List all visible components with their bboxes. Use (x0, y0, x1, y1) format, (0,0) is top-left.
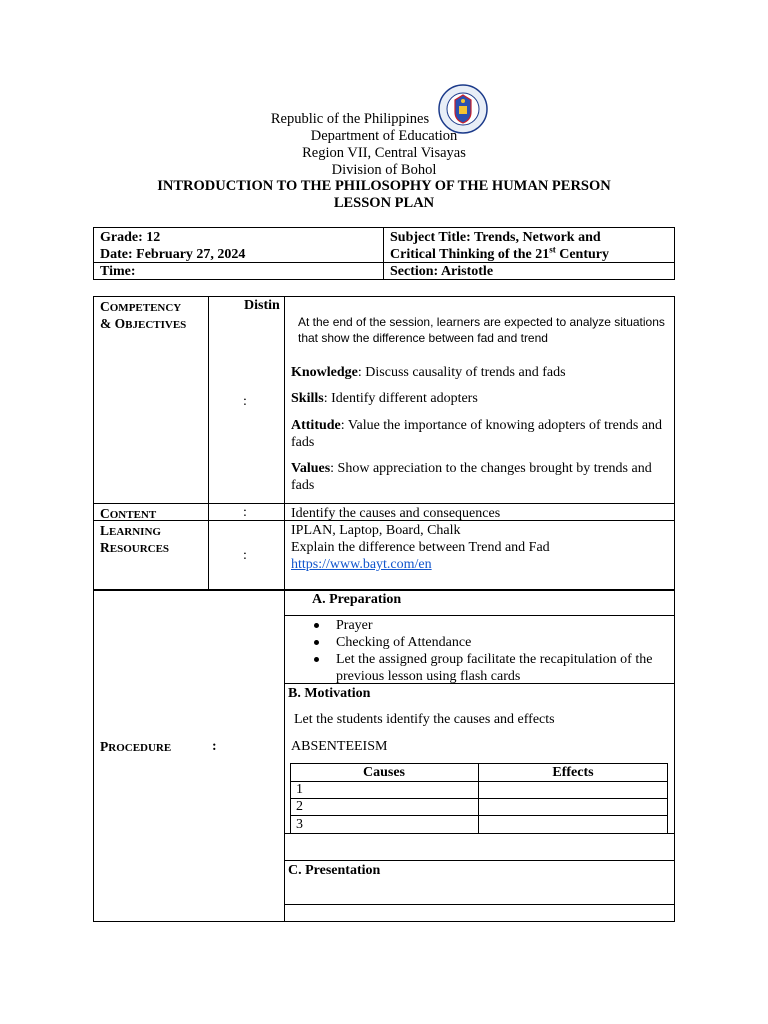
document-title: INTRODUCTION TO THE PHILOSOPHY OF THE HUMAN PERSON (157, 178, 611, 194)
resources-colon: : (243, 548, 247, 563)
competency-intro: At the end of the session, learners are expected to analyze situations that show the difference between fad and trend (298, 315, 665, 345)
section-field: Section: Aristotle (390, 264, 494, 279)
resources-line2: Explain the difference between Trend and Fad (291, 540, 550, 555)
preparation-heading: A. Preparation (312, 592, 402, 607)
objectives-label: & OBJECTIVES (100, 316, 187, 331)
date-field: Date: February 27, 2024 (100, 247, 246, 262)
header-division: Division of Bohol (331, 162, 437, 178)
resources-link[interactable]: https://www.bayt.com/en (291, 557, 432, 572)
content-text: Identify the causes and consequences (291, 506, 501, 521)
motivation-instruction: Let the students identify the causes and effects (294, 712, 555, 727)
motivation-topic: ABSENTEEISM (291, 739, 388, 754)
competency-label: COMPETENCY (100, 299, 182, 314)
table-row-1: 1 (296, 782, 303, 797)
table-row-2: 2 (296, 799, 303, 814)
values-objective: Values: Show appreciation to the changes brought by trends and fads (291, 461, 652, 493)
competency-colon: : (243, 394, 247, 409)
resources-label: RESOURCES (100, 540, 170, 555)
motivation-heading: B. Motivation (288, 686, 371, 701)
header-department: Department of Education (310, 128, 458, 144)
resources-line1: IPLAN, Laptop, Board, Chalk (291, 523, 461, 538)
document-subtitle: LESSON PLAN (333, 195, 435, 211)
header-region: Region VII, Central Visayas (302, 145, 466, 161)
content-label: CONTENT (100, 506, 157, 521)
table-row-3: 3 (296, 817, 303, 832)
competency-mid-text: Distin (244, 298, 280, 313)
subject-title-line1: Subject Title: Trends, Network and (390, 230, 601, 245)
causes-header: Causes (362, 765, 405, 780)
procedure-colon: : (212, 739, 217, 754)
knowledge-objective: Knowledge: Discuss causality of trends and fads (291, 365, 566, 380)
preparation-item-1: Prayer (336, 618, 373, 633)
effects-header: Effects (552, 765, 594, 780)
subject-title-line2: Critical Thinking of the 21st Century (390, 244, 609, 262)
header-country: Republic of the Philippines (270, 111, 430, 127)
grade-field: Grade: 12 (100, 230, 161, 245)
procedure-label: PROCEDURE (100, 739, 172, 754)
content-colon: : (243, 505, 247, 520)
time-field: Time: (100, 264, 136, 279)
presentation-heading: C. Presentation (288, 863, 381, 878)
learning-label: LEARNING (100, 523, 161, 538)
preparation-item-2: Checking of Attendance (336, 635, 472, 650)
attitude-objective: Attitude: Value the importance of knowing adopters of trends and fads (291, 418, 663, 450)
skills-objective: Skills: Identify different adopters (291, 391, 478, 406)
preparation-item-3: Let the assigned group facilitate the recapitulation of the previous lesson using flash cards (336, 652, 653, 684)
